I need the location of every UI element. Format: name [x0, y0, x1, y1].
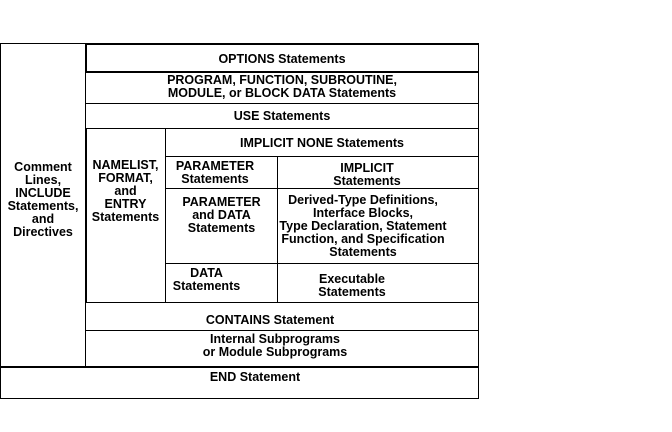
use-label: USE Statements: [233, 109, 331, 123]
namelist-column-label: NAMELIST, FORMAT, and ENTRY Statements: [91, 158, 160, 224]
data-label: DATA Statements: [172, 266, 241, 293]
declarations-label: Derived-Type Definitions, Interface Blocks, Type Declaration, Statement Function, and Specification Statements: [279, 193, 447, 259]
subprograms-label: Internal Subprograms or Module Subprograms: [202, 332, 348, 359]
implicit-none-label: IMPLICIT NONE Statements: [240, 136, 404, 150]
contains-label: CONTAINS Statement: [205, 313, 335, 327]
end-label: END Statement: [209, 370, 301, 384]
executable-label: Executable Statements: [318, 272, 386, 299]
parameter-data-label: PARAMETER and DATA Statements: [182, 195, 261, 235]
comment-column-label: Comment Lines, INCLUDE Statements, and Directives: [7, 160, 79, 239]
parameter-label: PARAMETER Statements: [175, 159, 255, 186]
options-label: OPTIONS Statements: [218, 52, 346, 66]
program-unit-label: PROGRAM, FUNCTION, SUBROUTINE, MODULE, or BLOCK DATA Statements: [167, 73, 397, 100]
implicit-label: IMPLICIT Statements: [333, 161, 401, 188]
